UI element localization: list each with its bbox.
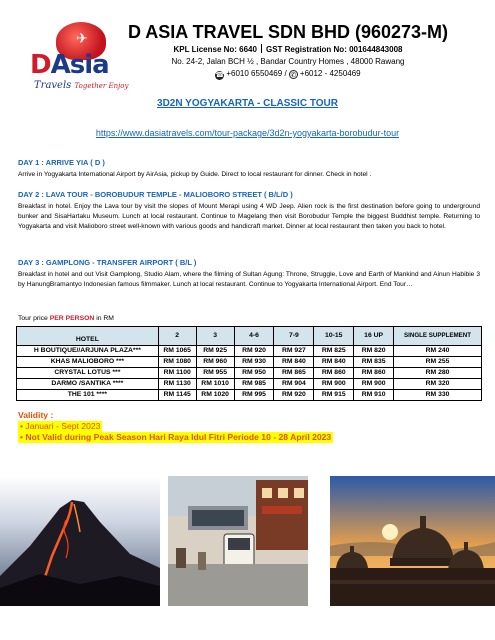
price-cell: RM 1065 (158, 346, 196, 357)
price-table (16, 326, 482, 401)
column-header: 16 UP (354, 327, 394, 346)
hotel-name: THE 101 **** (17, 390, 159, 401)
price-note: Tour price PER PERSON in RM (18, 315, 114, 322)
price-cell: RM 1080 (158, 357, 196, 368)
per-person-label: PER PERSON (49, 315, 95, 322)
malioboro-street-photo (168, 476, 308, 606)
price-cell: RM 925 (196, 346, 234, 357)
hotel-name: KHAS MALIOBORO *** (17, 357, 159, 368)
price-cell: RM 960 (196, 357, 234, 368)
day-title: DAY 1 : ARRIVE YIA ( D ) (18, 158, 105, 167)
price-cell: RM 255 (394, 357, 482, 368)
price-cell: RM 1130 (158, 379, 196, 390)
temple-image (330, 476, 495, 606)
day-title: DAY 3 : GAMPLONG - TRANSFER AIRPORT ( B/L ) (18, 258, 197, 267)
license-line (128, 44, 448, 54)
phone-icon: ☎ (215, 72, 225, 79)
table-row (17, 390, 482, 401)
divider (261, 44, 262, 53)
day-description: Breakfast in hotel. Enjoy the Lava tour by visit the slopes of Mount Merapi using 4 WD Jeep. Alien rock is the first destination before going to underground bunker and SisaHartaku Museum. Lunch at local restaurant. Continue to Magelang then visit Borobudur Temple the biggest Buddhist temple. Returning to Yogyakarta and visit Malioboro street well-known with various goods and handicraft market. Dinner at local restaurant then taken you back to hotel. (18, 203, 480, 230)
contact-separator: / (284, 69, 287, 78)
table-row (17, 379, 482, 390)
validity-section (18, 410, 333, 443)
whatsapp-number: +6012 - 4250469 (299, 69, 361, 78)
airplane-icon: ✈ (76, 31, 88, 47)
itinerary-day-2 (18, 190, 480, 232)
day-title: DAY 2 : LAVA TOUR - BOROBUDUR TEMPLE - MALIOBORO STREET ( B/L/D ) (18, 190, 293, 199)
price-cell: RM 860 (314, 368, 354, 379)
street-image (168, 476, 308, 606)
price-cell: RM 900 (354, 379, 394, 390)
kpl-license: KPL License No: 6640 (173, 45, 257, 54)
price-cell: RM 915 (314, 390, 354, 401)
table-row (17, 346, 482, 357)
hotel-name: DARMO /SANTIKA **** (17, 379, 159, 390)
day-description: Arrive in Yogyakarta International Airport by AirAsia, pickup by Guide. Direct to local restaurant for dinner. Check in hotel . (18, 171, 372, 178)
hotel-name: CRYSTAL LOTUS *** (17, 368, 159, 379)
volcano-image (0, 476, 160, 606)
itinerary-day-3 (18, 258, 480, 290)
tour-title: 3D2N YOGYAKARTA - CLASSIC TOUR (157, 98, 338, 109)
table-row (17, 357, 482, 368)
borobudur-temple-photo (330, 476, 495, 606)
column-header: HOTEL (17, 327, 159, 346)
price-cell: RM 820 (354, 346, 394, 357)
price-cell: RM 995 (234, 390, 274, 401)
price-cell: RM 1145 (158, 390, 196, 401)
price-cell: RM 900 (314, 379, 354, 390)
price-cell: RM 1010 (196, 379, 234, 390)
gst-number: GST Registration No: 001644843008 (265, 45, 403, 54)
price-cell: RM 240 (394, 346, 482, 357)
column-header: 3 (196, 327, 234, 346)
price-cell: RM 1100 (158, 368, 196, 379)
column-header: 2 (158, 327, 196, 346)
price-cell: RM 930 (234, 357, 274, 368)
price-cell: RM 835 (354, 357, 394, 368)
price-cell: RM 320 (394, 379, 482, 390)
validity-title: Validity : (18, 410, 54, 420)
validity-exclusion: • Not Valid during Peak Season Hari Raya Idul Fitri Periode 10 - 28 April 2023 (20, 432, 332, 442)
column-header: 7-9 (274, 327, 314, 346)
price-cell: RM 955 (196, 368, 234, 379)
merapi-volcano-photo (0, 476, 160, 606)
price-cell: RM 920 (274, 390, 314, 401)
company-address: No. 24-2, Jalan BCH ½ , Bandar Country Homes , 48000 Rawang (171, 57, 405, 66)
logo-subtitle: Travels Together Enjoy (34, 80, 129, 91)
price-cell: RM 860 (354, 368, 394, 379)
contact-line (128, 69, 448, 80)
table-row (17, 368, 482, 379)
price-cell: RM 1020 (196, 390, 234, 401)
itinerary-day-1 (18, 158, 480, 180)
price-cell: RM 920 (234, 346, 274, 357)
price-cell: RM 840 (274, 357, 314, 368)
price-cell: RM 985 (234, 379, 274, 390)
whatsapp-icon: ✆ (290, 72, 297, 79)
column-header: SINGLE SUPPLEMENT (394, 327, 482, 346)
table-header-row (17, 327, 482, 346)
column-header: 4-6 (234, 327, 274, 346)
price-cell: RM 280 (394, 368, 482, 379)
price-cell: RM 840 (314, 357, 354, 368)
company-logo (30, 22, 130, 91)
phone-number: +6010 6550469 (226, 69, 283, 78)
price-cell: RM 825 (314, 346, 354, 357)
hotel-name: H BOUTIQUE//ARJUNA PLAZA*** (17, 346, 159, 357)
document-header (0, 0, 495, 92)
validity-period: • Januari - Sept 2023 (20, 421, 101, 431)
price-cell: RM 927 (274, 346, 314, 357)
price-cell: RM 330 (394, 390, 482, 401)
price-cell: RM 865 (274, 368, 314, 379)
company-name: D ASIA TRAVEL SDN BHD (960273-M) (127, 22, 449, 42)
price-cell: RM 950 (234, 368, 274, 379)
day-description: Breakfast in hotel and out Visit Gamplong, Studio Alam, where the filming of Sultan Agung: Throne, Struggle, Love and Earth of Mankind and Ainun Habibie 3 by HanungBramantyo Indonesian famous filmmaker. Lunch at local restaurant. Continue to Yogyakarta International Airport. End Tour… (18, 271, 480, 288)
logo-wordmark: DAsia (30, 50, 109, 80)
column-header: 10-15 (314, 327, 354, 346)
tour-package-link[interactable]: https://www.dasiatravels.com/tour-package/3d2n-yogyakarta-borobudur-tour (95, 128, 400, 138)
price-cell: RM 904 (274, 379, 314, 390)
price-cell: RM 910 (354, 390, 394, 401)
